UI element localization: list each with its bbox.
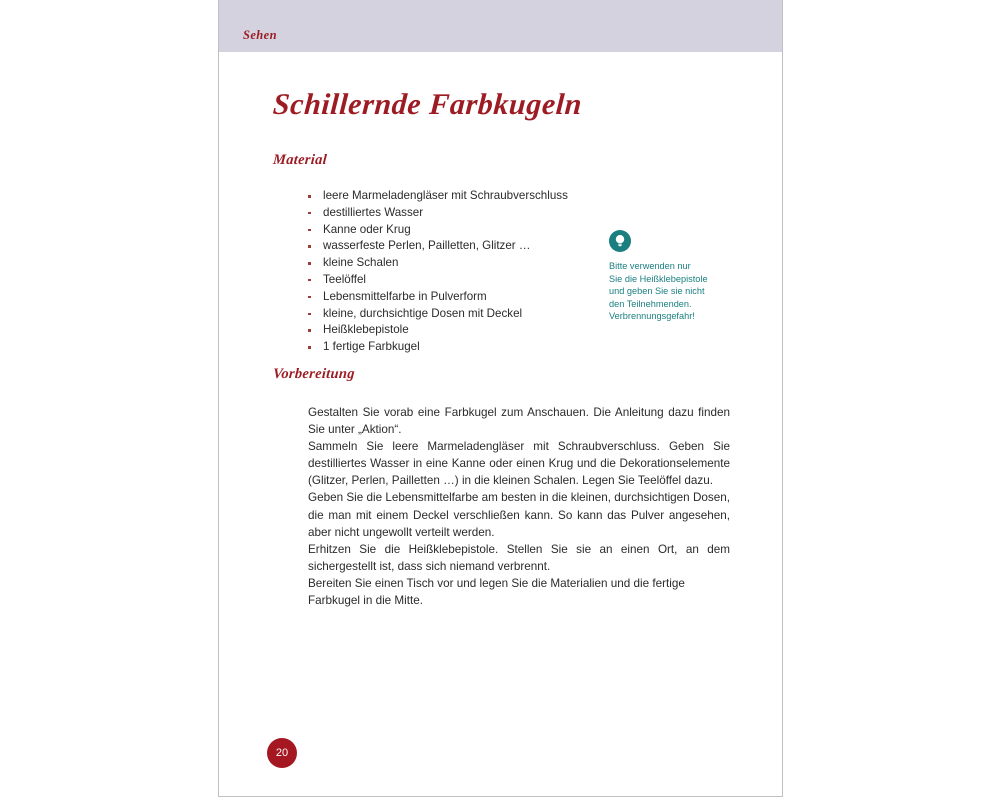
list-item: destilliertes Wasser: [305, 205, 635, 222]
paragraph: Gestalten Sie vorab eine Farbkugel zum Anschauen. Die Anleitung dazu finden Sie unter „Aktion“.: [308, 406, 730, 437]
list-item: leere Marmeladengläser mit Schraubverschluss: [305, 188, 635, 205]
paragraph: Bereiten Sie einen Tisch vor und legen Sie die Materialien und die fertige Farbkugel in die Mitte.: [308, 576, 685, 608]
page-content: [219, 52, 782, 796]
tip-text: [609, 260, 739, 323]
list-item: kleine, durchsichtige Dosen mit Deckel: [305, 306, 635, 323]
section-heading-vorbereitung: Vorbereitung: [272, 366, 356, 382]
list-item: 1 fertige Farbkugel: [305, 339, 635, 356]
page-title: Schillernde Farbkugeln: [271, 88, 584, 121]
list-item: Heißklebepistole: [305, 322, 635, 339]
tip-line: Verbrennungsgefahr!: [609, 311, 695, 322]
list-item: Teelöffel: [305, 272, 635, 289]
list-item: wasserfeste Perlen, Pailletten, Glitzer …: [305, 238, 635, 255]
list-item: kleine Schalen: [305, 255, 635, 272]
paragraph: Sammeln Sie leere Marmeladengläser mit Schraubverschluss. Geben Sie destilliertes Wasser in eine Kanne oder einen Krug und die Dekorationselemente (Glitzer, Perlen, Pailletten …) in die kleinen Schalen. Legen Sie Teelöffel dazu.: [308, 440, 730, 488]
list-item: Kanne oder Krug: [305, 222, 635, 239]
paragraph: Geben Sie die Lebensmittelfarbe am besten in die kleinen, durchsichtigen Dosen, die man mit einem Deckel verschließen kann. So kann das Pulver angesehen, aber nicht ungewollt verteilt werden.: [308, 491, 730, 539]
tip-line: Sie die Heißklebepistole: [609, 273, 708, 284]
material-list: [305, 188, 635, 356]
running-head-text: Sehen: [243, 28, 277, 42]
tip-callout: [609, 230, 739, 323]
tip-line: den Teilnehmenden.: [609, 298, 692, 309]
running-header-band: [219, 0, 782, 52]
list-item: Lebensmittelfarbe in Pulverform: [305, 289, 635, 306]
preparation-body: [308, 404, 730, 609]
tip-line: Bitte verwenden nur: [609, 261, 691, 271]
page-number-badge: 20: [267, 738, 297, 768]
paragraph: Erhitzen Sie die Heißklebepistole. Stellen Sie sie an einen Ort, an dem sichergestellt ist, dass sich niemand verbrennt.: [308, 542, 730, 573]
document-page: [218, 0, 783, 797]
lightbulb-icon: [609, 230, 631, 252]
tip-line: und geben Sie sie nicht: [609, 286, 705, 297]
section-heading-material: Material: [272, 152, 328, 168]
